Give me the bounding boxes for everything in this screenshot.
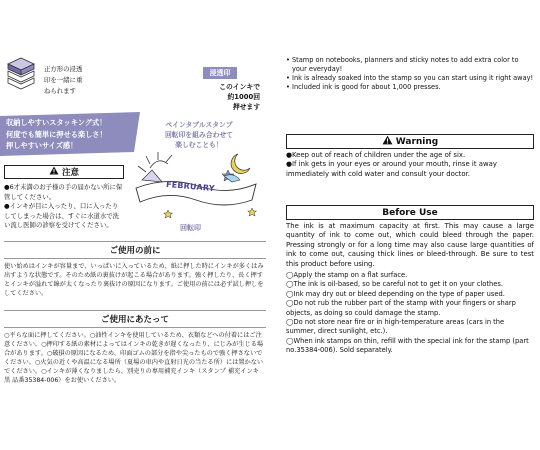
before-use-heading-ja [4,243,266,257]
banner-line-2: 何度でも簡単に押せる楽しさ！ [6,129,107,139]
before-use-heading-en-text: Before Use [382,207,438,218]
february-stamp-illustration [128,150,263,220]
note-item-2: ◯The ink is oil-based, so be careful not to get it on your clothes. [286,280,503,289]
before-use-notes-en [286,271,534,356]
note-item-5: ◯Do not store near fire or in high-temperature areas (cars in the summer, direct sunlight, etc.). [286,318,505,336]
caution-icon [49,166,59,178]
feature-banner [0,112,140,156]
during-use-text-ja: ○平らな面に押してください。○油性インキを使用しているため、衣類などへの付着にはご注意ください。○押印する紙の素材によってはインキの乾きが遅くなったり、にじみが生じる場合があります。○破損の原因になるため、印面ゴムの部分を指や尖ったもので強く押さないでください。○火気の近くや高温になる場所（夏場の車内や直射日光の当たる所）には置かないでください。○インキが薄くなりましたら、別売りの専用補充インキ（スタンプ 補充インキ 黒 品番35384-006）をお使いください。 [4,332,264,384]
ink-note-line-1: このインキで [219,83,260,91]
before-use-heading-en [286,205,534,220]
feature-item-2: • Ink is already soaked into the stamp so you can start using it right away! [286,74,534,83]
before-use-text-en: The ink is at maximum capacity at first. This may cause a large quantity of ink to come out, which could bleed through the paper. Pressing strongly or for a long time may also cause large quantities of ink to come out, causing thick lines or bleed-through. Be sure to test this product before using. [286,222,534,268]
stamp-word: FEBRUARY [165,179,216,194]
warning-icon [382,135,393,148]
rotate-label: 回転印 [180,224,201,232]
rotate-caption-line-3: 楽しむことも！ [175,141,223,149]
feature-list [286,56,534,92]
rotate-caption [140,120,258,150]
ink-note-line-3: 押せます [232,103,260,111]
before-use-heading-ja-text: ご使用の前に [109,246,161,256]
warning-line-2: ●If ink gets in your eyes or around your mouth, rinse it away immediately with cold water and consult your doctor. [286,160,497,178]
caution-body [4,183,124,231]
note-item-6: ◯When ink stamps on thin, refill with the special ink for the stamp (part no.35384-006). Sold separately. [286,336,529,355]
ink-badge: 浸透印 [203,67,237,79]
warning-heading-text: Warning [395,136,439,147]
feature-item-3: • Included ink is good for about 1,000 presses. [286,83,534,92]
divider-before-use-top [4,241,266,242]
ink-note-line-2: 約1000回 [227,93,260,101]
note-item-4: ◯Do not rub the rubber part of the stamp with your fingers or sharp objects, as doing so could damage the stamp. [286,299,516,317]
during-use-heading-ja [4,312,266,326]
warning-heading [286,134,534,149]
stacking-text: 正方形の浸透印を一緒に重ねられます [44,65,83,95]
rotate-caption-line-2: 回転印を組み合わせて [165,131,233,139]
rotate-caption-line-1: ペインタブルスタンプ [165,121,233,129]
note-item-1: ◯Apply the stamp on a flat surface. [286,271,408,279]
caution-heading-text: 注意 [61,168,79,178]
divider-during-use-top [4,310,266,311]
warning-line-1: ●Keep out of reach of children under the age of six. [286,151,466,159]
caution-line-1: ●6才未満のお子様の手の届かない所に保管してください。 [4,183,123,201]
caution-line-2: ●インキが目に入ったり、口に入ったりしてしまった場合は、すぐに水道水で洗い流し医師の診察を受けてください。 [4,202,120,230]
stamp-stack-icon [6,56,36,90]
caution-heading [4,165,124,179]
note-item-3: ◯Ink may dry out or bleed depending on the type of paper used. [286,289,505,298]
banner-line-3: 押しやすいサイズ感！ [6,141,78,150]
before-use-text-ja: 使い始めはインキが容量まで、いっぱいに入っているため、紙に押した時にインキが多くはみ出すような状態です。そのため紙の裏抜けが起こる場合があります。強く押したり、長く押すとインキが溢れて線が太くなったり裏抜けの原因になります。ご使用の前には必ず試し押しをしてください。 [4,263,264,297]
during-use-heading-ja-text: ご使用にあたって [100,315,169,325]
ink-note [198,82,260,112]
divider-during-use-bottom [4,327,266,328]
feature-item-1: • Stamp on notebooks, planners and sticky notes to add extra color to your everyday! [286,56,534,74]
warning-body [286,151,534,179]
banner-line-1: 収納しやすいスタッキング式！ [6,118,107,127]
stacked-stamps-illustration [6,56,36,90]
divider-before-use-bottom [4,258,266,259]
